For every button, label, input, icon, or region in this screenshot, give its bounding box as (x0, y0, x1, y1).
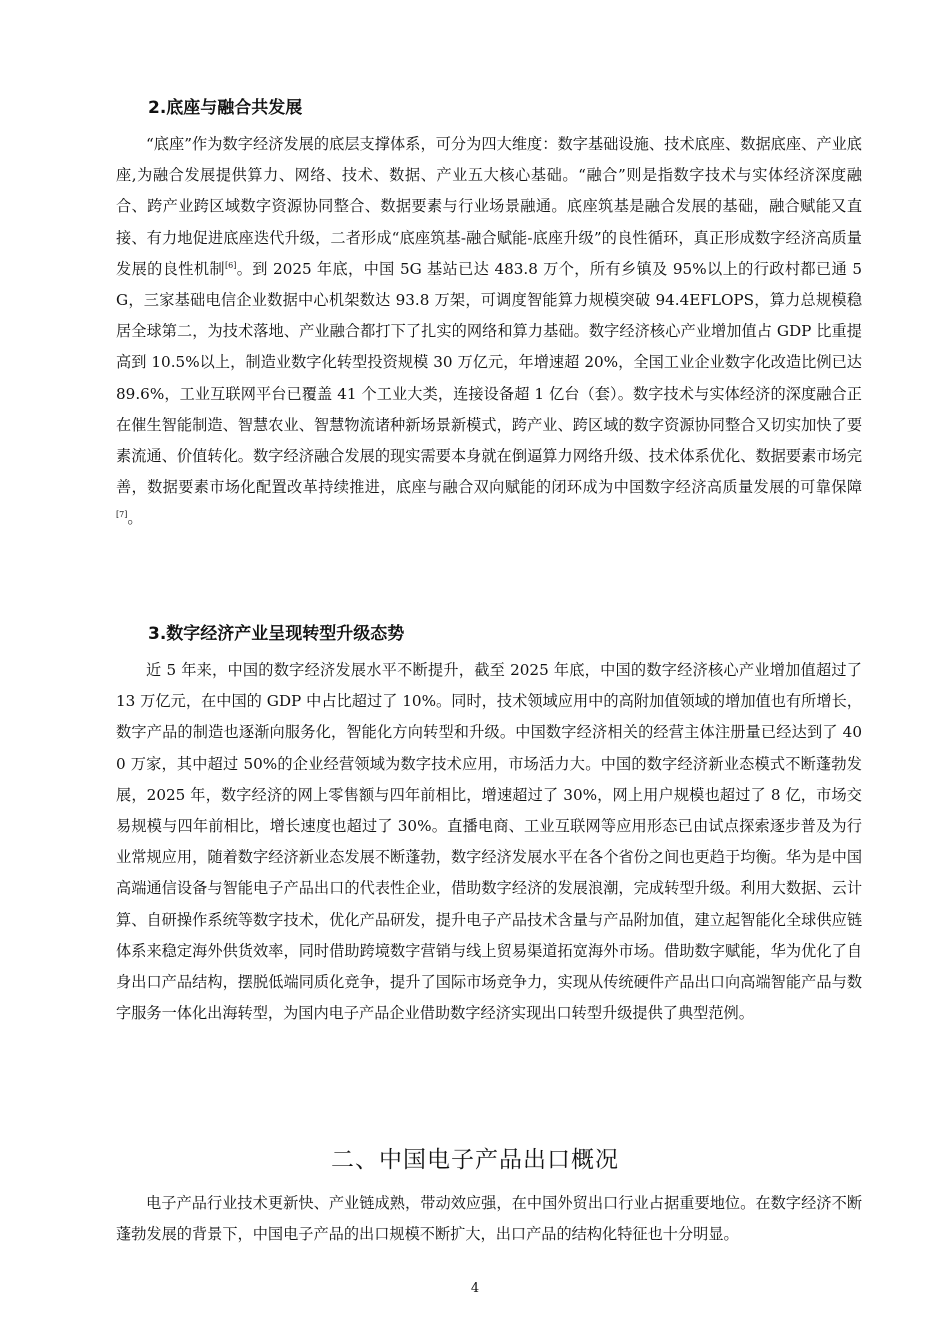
citation-7: [7] (116, 510, 128, 520)
section-3-paragraph: 近 5 年来，中国的数字经济发展水平不断提升，截至 2025 年底，中国的数字经济核心产业增加值超过了 13 万亿元，在中国的 GDP 中占比超过了 10%。同时，技术领域应用中的高附加值领域的增加值也有所增长，数字产品的制造也逐渐向服务化，智能化方向转型和升级。中国数字经济相关的经营主体注册量已经达到了 400 万家，其中超过 50%的企业经营领域为数字技术应用，市场活力大。中国的数字经济新业态模式不断蓬勃发展，2025 年，数字经济的网上零售额与四年前相比，增速超过了 30%，网上用户规模也超过了 8 亿，市场交易规模与四年前相比，增长速度也超过了 30%。直播电商、工业互联网等应用形态已由试点探索逐步普及为行业常规应用，随着数字经济新业态发展不断蓬勃，数字经济发展水平在各个省份之间也更趋于均衡。华为是中国高端通信设备与智能电子产品出口的代表性企业，借助数字经济的发展浪潮，完成转型升级。利用大数据、云计算、自研操作系统等数字技术，优化产品研发，提升电子产品技术含量与产品附加值，建立起智能化全球供应链体系来稳定海外供货效率，同时借助跨境数字营销与线上贸易渠道拓宽海外市场。借助数字赋能，华为优化了自身出口产品结构，摆脱低端同质化竞争，提升了国际市场竞争力，实现从传统硬件产品出口向高端智能产品与数字服务一体化出海转型，为国内电子产品企业借助数字经济实现出口转型升级提供了典型范例。 (116, 661, 862, 1023)
section-heading-3: 3.数字经济产业呈现转型升级态势 (148, 624, 405, 644)
citation-6: [6] (224, 260, 237, 270)
page-number: 4 (470, 1281, 480, 1296)
section-2-paragraph-part2: 。到 2025 年底，中国 5G 基站已达 483.8 万个，所有乡镇及 95%以上的行政村都已通 5G，三家基础电信企业数据中心机架数达 93.8 万架，可调度智能算力规模突破 94.4EFLOPS，算力总规模稳居全球第二，为技术落地、产业融合都打下了扎实的网络和算力基础。数字经济核心产业增加值占 GDP 比重提高到 10.5%以上，制造业数字化转型投资规模 30 万亿元，年增速超 20%，全国工业企业数字化改造比例已达 89.6%，工业互联网平台已覆盖 41 个工业大类，连接设备超 1 亿台（套）。数字技术与实体经济的深度融合正在催生智能制造、智慧农业、智慧物流诸种新场景新模式，跨产业、跨区域的数字资源协同整合又切实加快了要素流通、价值转化。数字经济融合发展的现实需要本身就在倒逼算力网络升级、技术体系优化、数据要素市场完善，数据要素市场化配置改革持续推进，底座与融合双向赋能的闭环成为中国数字经济高质量发展的可靠保障 (116, 259, 863, 497)
chapter-2-paragraph: 电子产品行业技术更新快、产业链成熟，带动效应强，在中国外贸出口行业占据重要地位。在数字经济不断蓬勃发展的背景下，中国电子产品的出口规模不断扩大，出口产品的结构化特征也十分明显。 (116, 1194, 862, 1244)
section-2-paragraph-part1: “底座”作为数字经济发展的底层支撑体系，可分为四大维度：数字基础设施、技术底座、数据底座、产业底座,为融合发展提供算力、网络、技术、数据、产业五大核心基础。“融合”则是指数字技术与实体经济深度融合、跨产业跨区域数字资源协同整合、数据要素与行业场景融通。底座筑基是融合发展的基础，融合赋能又直接、有力地促进底座迭代升级，二者形成“底座筑基-融合赋能-底座升级”的良性循环，真正形成数字经济高质量发展的良性机制 (116, 135, 862, 278)
section-2-paragraph-part3: 。 (127, 509, 143, 528)
section-heading-2: 2.底座与融合共发展 (148, 98, 303, 118)
chapter-heading-2: 二、中国电子产品出口概况 (331, 1147, 619, 1173)
section-2-paragraph (116, 129, 862, 535)
